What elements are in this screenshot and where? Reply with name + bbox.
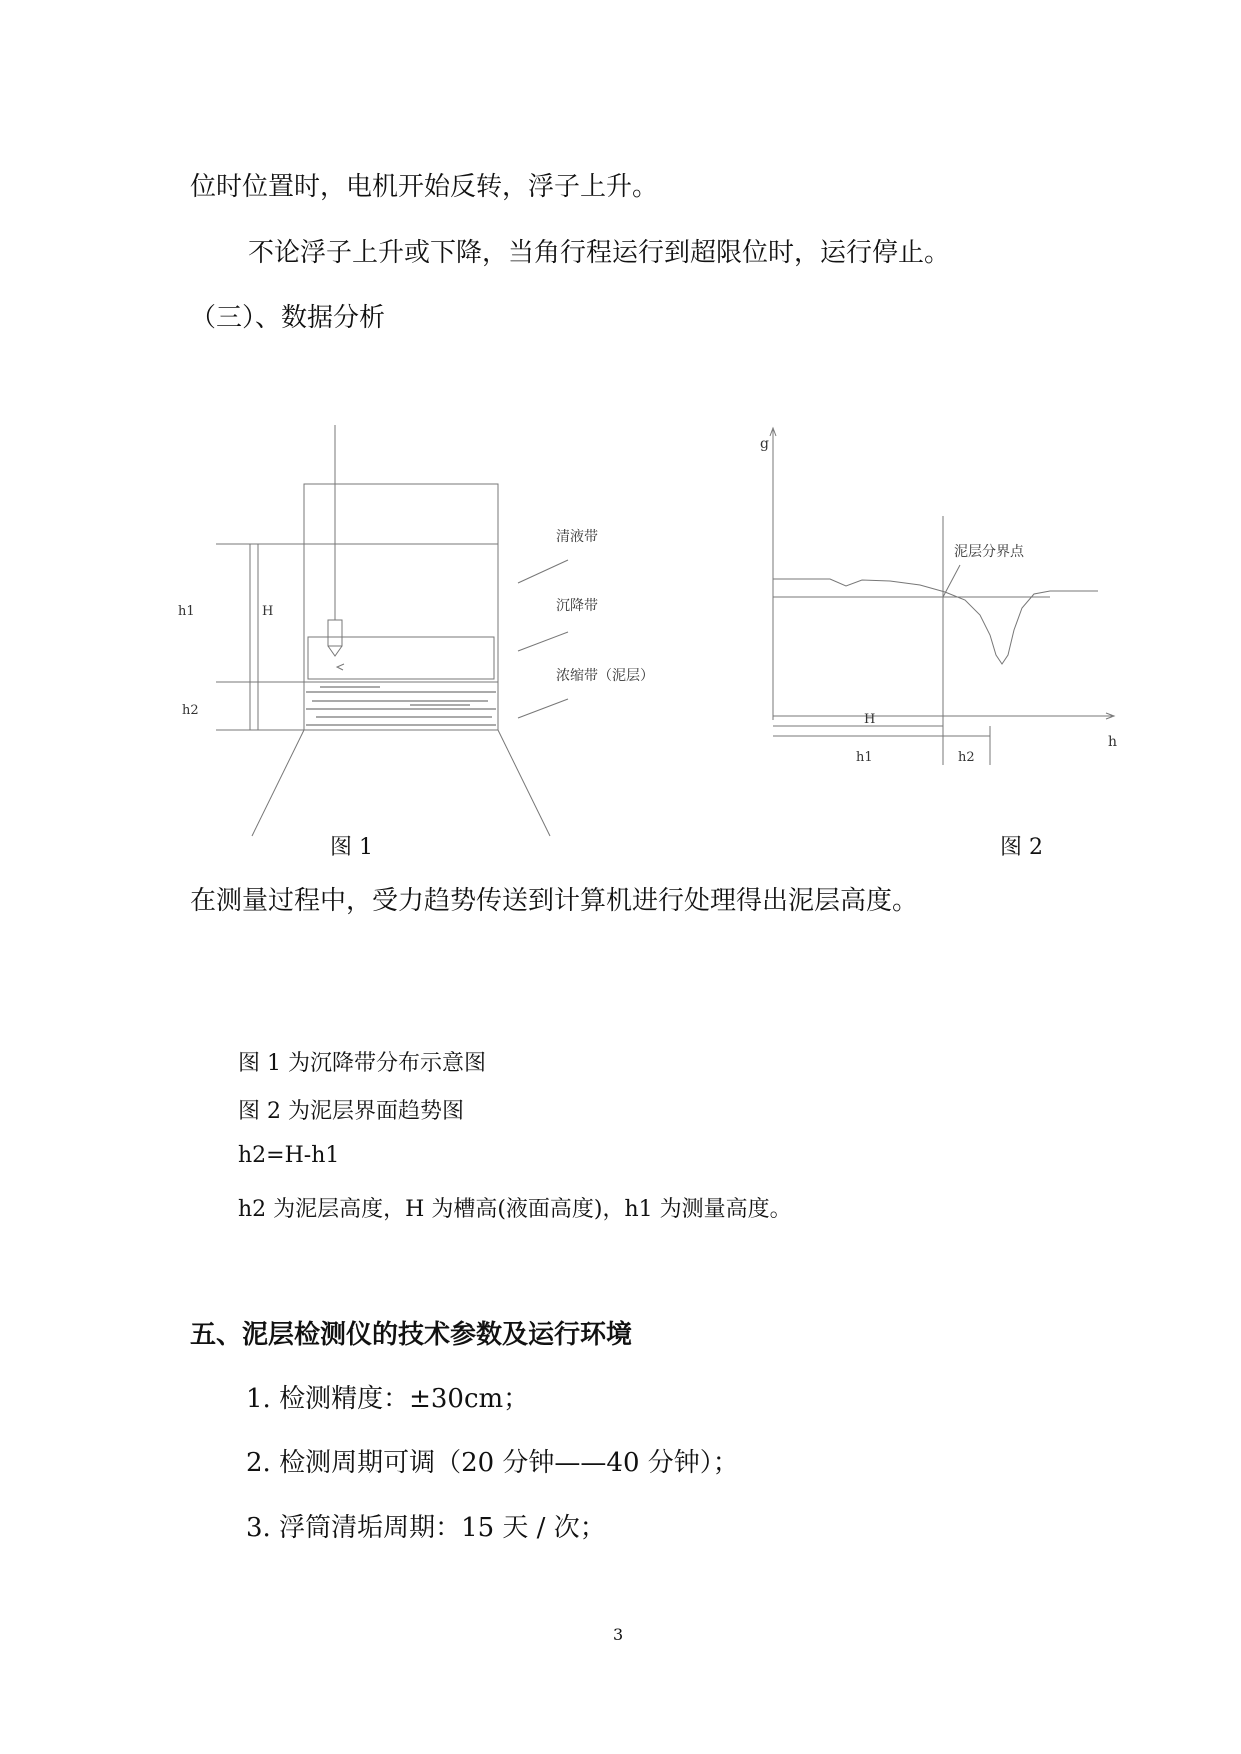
subheading-data-analysis: （三）、数据分析 (190, 303, 386, 333)
note-formula: h2=H-h1 (238, 1143, 340, 1168)
label-settling-zone: 沉降带 (556, 598, 598, 614)
note-figure-2: 图 2 为泥层界面趋势图 (238, 1099, 464, 1124)
label-h1: h1 (178, 604, 195, 619)
label-boundary-point: 泥层分界点 (954, 544, 1024, 560)
fig2-label-h2: h2 (958, 750, 975, 765)
axis-label-h: h (1108, 734, 1118, 750)
spec-item-2: 2. 检测周期可调（20 分钟——40 分钟）； (246, 1448, 739, 1478)
fig2-label-h1: h1 (856, 750, 873, 765)
spec-item-1: 1. 检测精度：±30cm； (246, 1384, 530, 1414)
figure-1-diagram (170, 420, 690, 840)
note-figure-1: 图 1 为沉降带分布示意图 (238, 1051, 486, 1076)
label-H: H (262, 604, 274, 619)
figure-2-caption: 图 2 (1000, 835, 1043, 860)
label-clear-zone: 清液带 (556, 529, 598, 545)
figure-1-caption: 图 1 (330, 835, 373, 860)
spec-item-3: 3. 浮筒清垢周期：15 天 / 次； (246, 1513, 606, 1543)
page-number: 3 (613, 1625, 624, 1644)
fig2-label-H: H (864, 712, 876, 727)
note-definitions: h2 为泥层高度，H 为槽高(液面高度)，h1 为测量高度。 (238, 1197, 792, 1222)
paragraph-1: 位时位置时，电机开始反转，浮子上升。 (190, 172, 659, 202)
axis-label-g: g (760, 436, 769, 452)
label-h2: h2 (182, 703, 199, 718)
section-5-heading: 五、泥层检测仪的技术参数及运行环境 (190, 1320, 633, 1350)
paragraph-3: 在测量过程中，受力趋势传送到计算机进行处理得出泥层高度。 (190, 886, 919, 916)
label-thickening-zone: 浓缩带（泥层） (556, 668, 654, 684)
figure-2-diagram (760, 420, 1140, 780)
paragraph-2: 不论浮子上升或下降，当角行程运行到超限位时，运行停止。 (248, 238, 951, 268)
